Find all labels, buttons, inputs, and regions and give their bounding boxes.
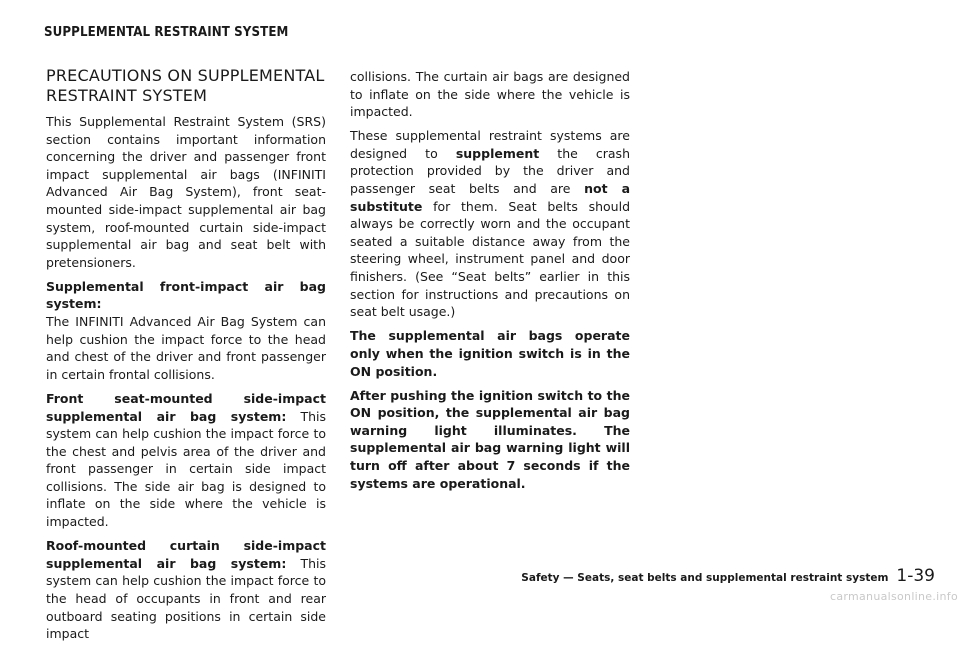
section-heading-line-1: PRECAUTIONS ON SUPPLEMENTAL	[46, 66, 325, 85]
curtain-airbag-text: This system can help cushion the impact force to the head of occupants in front and rear outboard seating positions in certain side impact	[46, 555, 326, 642]
supplement-text-d: for them. Seat belts should always be correctly worn and the occupant seated a suitable distance away from the steering wheel, instrument panel and door finishers. (See “Seat belts” earlier in this section for instructions and precautions on seat belt usage.)	[350, 198, 630, 320]
section-heading-line-2: RESTRAINT SYSTEM	[46, 86, 208, 105]
intro-paragraph: This Supplemental Restraint System (SRS) section contains important information concerning the driver and passenger front impact supplemental air bags (INFINITI Advanced Air Bag System), front seat-mounted side-impact supplemental air bag system, roof-mounted curtain side-impact supplemental air bag and seat belt with pretensioners.	[46, 114, 326, 270]
curtain-airbag-paragraph	[46, 537, 326, 643]
front-airbag-term: Supplemental front-impact air bag system:	[46, 278, 326, 312]
supplement-text-c: the crash protection provided by the driver and passenger seat belts and are	[350, 145, 630, 197]
footer-section-title: Safety — Seats, seat belts and supplemental restraint system	[521, 572, 889, 584]
supplement-text-a: These supplemental restraint systems are designed to	[350, 128, 630, 161]
page-number: 1-39	[896, 566, 935, 586]
not-substitute-term: not a substitute	[350, 181, 631, 214]
right-column	[350, 68, 630, 499]
warning-light-note	[350, 387, 630, 493]
supplement-term: supplement	[455, 145, 540, 161]
ignition-note-text: The supplemental air bags operate only when the ignition switch is in the ON position.	[350, 328, 630, 379]
front-airbag-paragraph	[46, 278, 326, 384]
side-airbag-paragraph	[46, 390, 326, 531]
front-airbag-text: The INFINITI Advanced Air Bag System can help cushion the impact force to the head and chest of the driver and front passenger in certain frontal collisions.	[46, 314, 326, 382]
page-header: SUPPLEMENTAL RESTRAINT SYSTEM	[44, 24, 289, 40]
side-airbag-term: Front seat-mounted side-impact supplemental air bag system:	[46, 390, 326, 424]
curtain-continued-paragraph: collisions. The curtain air bags are designed to inflate on the side where the vehicle is impacted.	[350, 69, 630, 120]
side-airbag-text: This system can help cushion the impact force to the chest and pelvis area of the driver and front passenger in certain side impact collisions. The side air bag is designed to inflate on the side where the vehicle is impacted.	[46, 408, 326, 530]
warning-light-note-text: After pushing the ignition switch to the ON position, the supplemental air bag warning light illuminates. The supplemental air bag warning light will turn off after about 7 seconds if the systems are operational.	[350, 387, 630, 491]
supplement-paragraph	[350, 127, 630, 321]
curtain-airbag-term: Roof-mounted curtain side-impact supplemental air bag system:	[46, 538, 326, 571]
watermark: carmanualsonline.info	[829, 590, 958, 603]
ignition-note	[350, 327, 630, 380]
page-footer	[521, 566, 935, 586]
section-heading	[46, 66, 326, 106]
left-column	[46, 66, 326, 649]
